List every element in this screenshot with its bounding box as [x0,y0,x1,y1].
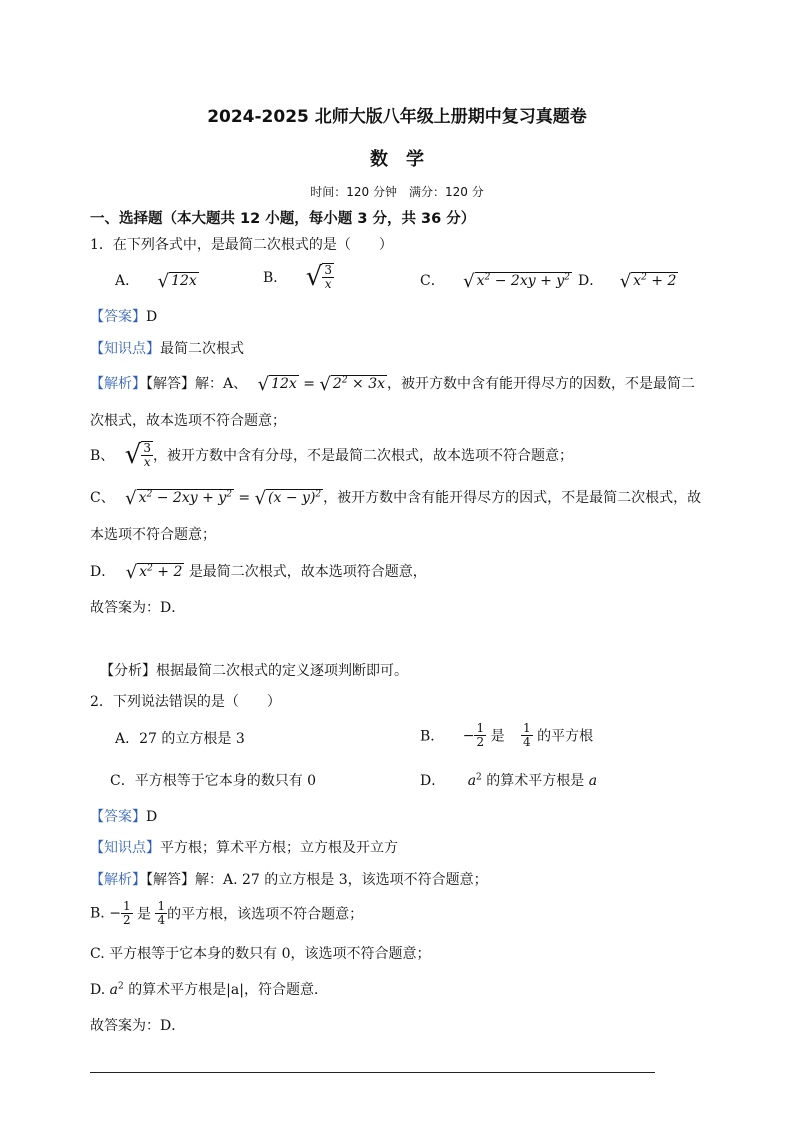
answer-tag: 【答案】 [90,809,146,825]
answer-tag: 【答案】 [90,309,146,325]
line-text: 【解答】解：A. 27 的立方根是 3，该选项不符合题意； [146,872,488,888]
fraction-1-4: $\frac{1}{4}$ [157,899,166,927]
line-text: B. [90,905,105,922]
line-text: ，被开方数中含有分母，不是最简二次根式，故本选项不符合题意； [152,448,573,464]
jx-tag: 【解析】 [90,376,146,392]
q1-option-d [578,270,678,292]
line-text: 是 [137,906,152,923]
q2-option-d: D． $a^2$ 的算术平方根是 a [420,772,598,789]
kp-text: 最简二次根式 [160,341,244,357]
q1-analysis-line-6 [90,561,427,583]
q1-analysis-line-1: 【解析】【解答】解：A、 √ 12x = √ $2^2 \times 3x$ ，被开方数中含有能开得尽方的因数，不是最简二 [90,373,695,395]
line-text: ，被开方数中含有能开得尽方的因式，不是最简二次根式，故 [323,490,702,506]
paper-title: 2024-2025 北师大版八年级上册期中复习真题卷 [207,107,587,127]
option-text: 的平方根 [537,728,594,745]
line-text: D. [90,982,106,998]
sqrt-expression: √ $x^2 - 2xy + y^2$ [125,487,232,509]
sqrt-expression: √ $2^2 \times 3x$ [319,373,385,395]
line-text: 是最简二次根式，故本选项符合题意， [188,564,427,580]
q1-option-b [263,262,334,292]
q2-stem: 2．下列说法错误的是（ ） [90,694,281,710]
sqrt-3-over-x: √ $\frac{3}{x}$ [305,262,332,292]
kp-tag: 【知识点】 [90,341,160,357]
sqrt-3-over-x: √ $\frac{3}{x}$ [124,440,151,470]
option-letter: D． [420,773,446,789]
sqrt-12x: √ 12x [157,270,197,292]
fraction-1-2: $\frac{1}{2}$ [476,721,485,749]
sqrt-expression: √ $x^2 - 2xy + y^2$ [463,270,570,292]
line-text: ，被开方数中含有能开得尽方的因数，不是最简二 [387,376,695,392]
sqrt-expression: √ $(x - y)^2$ [254,487,322,509]
bottom-divider [90,1072,655,1073]
option-letter: B． [420,728,445,745]
option-letter: D． [578,273,604,289]
q1-analysis-line-7: 故答案为：D． [90,600,186,616]
q1-analysis-summary [100,660,408,680]
q2-analysis-line-3: C. 平方根等于它本身的数只有 0，该选项不符合题意； [90,946,431,962]
fraction-1-4: $\frac{1}{4}$ [523,721,531,749]
kp-text: 平方根；算术平方根；立方根及开立方 [160,840,398,856]
q2-analysis-line-1 [90,869,488,889]
q1-knowledge-point [90,338,244,358]
option-text: 是 [490,728,505,745]
q2-knowledge-point [90,837,398,857]
fx-tag: 【分析】 [100,663,156,679]
exam-info: 时间：120 分钟 满分：120 分 [310,185,484,199]
answer-value: D [146,809,158,825]
kp-tag: 【知识点】 [90,840,160,856]
q2-option-a: A．27 的立方根是 3 [115,731,245,747]
jx-tag: 【解析】 [90,872,146,888]
subject-title: 数 学 [370,149,424,170]
q2-option-c: C．平方根等于它本身的数只有 0 [110,773,317,789]
option-letter: B． [263,270,288,286]
q2-answer [90,806,157,826]
q1-analysis-line-3 [90,440,573,470]
q2-option-b: B． − $\frac{1}{2}$ 是 $\frac{1}{4}$ 的平方根 [420,721,594,749]
fraction-1-2: $\frac{1}{2}$ [122,899,131,927]
sqrt-expression: √ 12x [257,373,297,395]
option-letter: A． [115,273,140,289]
section-heading: 一、选择题（本大题共 12 小题，每小题 3 分，共 36 分） [90,211,476,227]
line-text: B、 [90,448,115,464]
option-letter: C． [420,273,445,289]
sqrt-expression: √ $x^2 + 2$ [619,270,677,292]
q1-analysis-line-5: 本选项不符合题意； [90,527,216,543]
line-text: 的算术平方根是|a|，符合题意． [128,982,328,998]
q1-analysis-line-4: C、 √ $x^2 - 2xy + y^2$ = √ $(x - y)^2$ ，被开方数中含有能开得尽方的因式，不是最简二次根式，故 [90,487,702,509]
q2-analysis-line-2: B. − $\frac{1}{2}$ 是 $\frac{1}{4}$ 的平方根，该选项不符合题意； [90,899,364,927]
line-text: D． [90,564,116,580]
q1-analysis-line-2: 次根式，故本选项不符合题意； [90,413,286,429]
q1-option-a [115,270,199,292]
answer-value: D [146,309,158,325]
line-text: 【解答】解：A、 [146,376,248,392]
q1-answer [90,306,157,326]
q2-analysis-line-4: D. $a^2$ 的算术平方根是|a|，符合题意． [90,981,328,998]
q1-option-c [420,270,572,292]
fx-text: 根据最简二次根式的定义逐项判断即可。 [156,663,408,679]
q1-stem: 1．在下列各式中，是最简二次根式的是（ ） [90,237,393,253]
line-text: C、 [90,490,115,506]
option-text: 的算术平方根是 [486,773,585,789]
sqrt-expression: √ $x^2 + 2$ [125,561,183,583]
q2-analysis-line-5: 故答案为：D． [90,1018,186,1034]
line-text: 的平方根，该选项不符合题意； [167,906,364,923]
